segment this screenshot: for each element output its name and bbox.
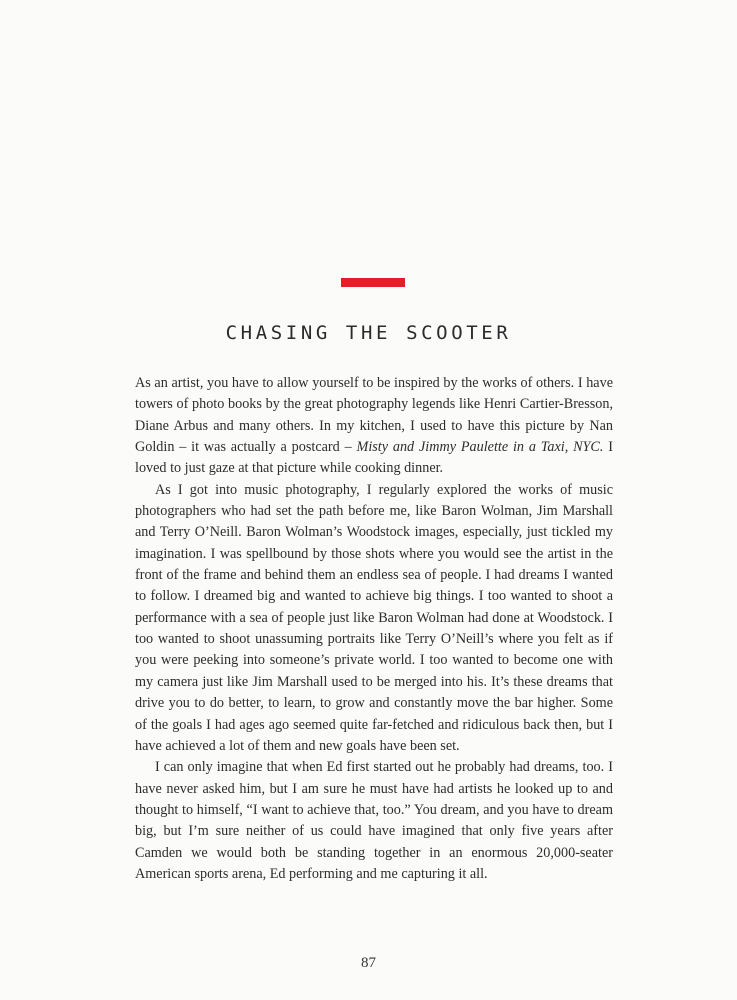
chapter-title: CHASING THE SCOOTER <box>225 322 512 344</box>
paragraph-1-text-end: I loved to just gaze at that picture while cooking dinner. <box>135 439 613 477</box>
paragraph-3: I can only imagine that when Ed first started out he probably had dreams, too. I have never asked him, but I am sure he must have had artists he looked up to and thought to himself, “I want to achieve that, too.” You dream, and you have to dream big, but I’m sure neither of us could have imagined that only five years after Camden we would both be standing together in an enormous 20,000-seater American sports arena, Ed performing and me capturing it all. <box>135 759 613 882</box>
paragraph-2: As I got into music photography, I regularly explored the works of music photographers who had set the path before me, like Baron Wolman, Jim Marshall and Terry O’Neill. Baron Wolman’s Woodstock images, especially, just tickled my imagination. I was spellbound by those shots where you would see the artist in the front of the frame and behind them an endless sea of people. I had dreams I wanted to follow. I dreamed big and wanted to achieve big things. I too wanted to shoot a performance with a sea of people just like Baron Wolman had done at Woodstock. I too wanted to shoot unassuming portraits like Terry O’Neill’s where you felt as if you were peeking into someone’s private world. I too wanted to become one with my camera just like Jim Marshall used to be merged into his. It’s these dreams that drive you to do better, to learn, to grow and constantly move the bar higher. Some of the goals I had ages ago seemed quite far-fetched and ridiculous back then, but I have achieved a lot of them and new goals have been set. <box>135 481 613 754</box>
page-number: 87 <box>361 955 376 971</box>
chapter-accent-rule <box>341 278 405 287</box>
artwork-title: Misty and Jimmy Paulette in a Taxi, NYC. <box>356 439 604 456</box>
paragraph-1 <box>135 373 613 480</box>
body-text <box>135 373 613 885</box>
paragraph-1-text: As an artist, you have to allow yourself to be inspired by the works of others. I have towers of photo books by the great photography legends like Henri Cartier-Bresson, Diane Arbus and many others. In my kitchen, I used to have this picture by Nan Goldin – it was actually a postcard – <box>135 375 613 456</box>
